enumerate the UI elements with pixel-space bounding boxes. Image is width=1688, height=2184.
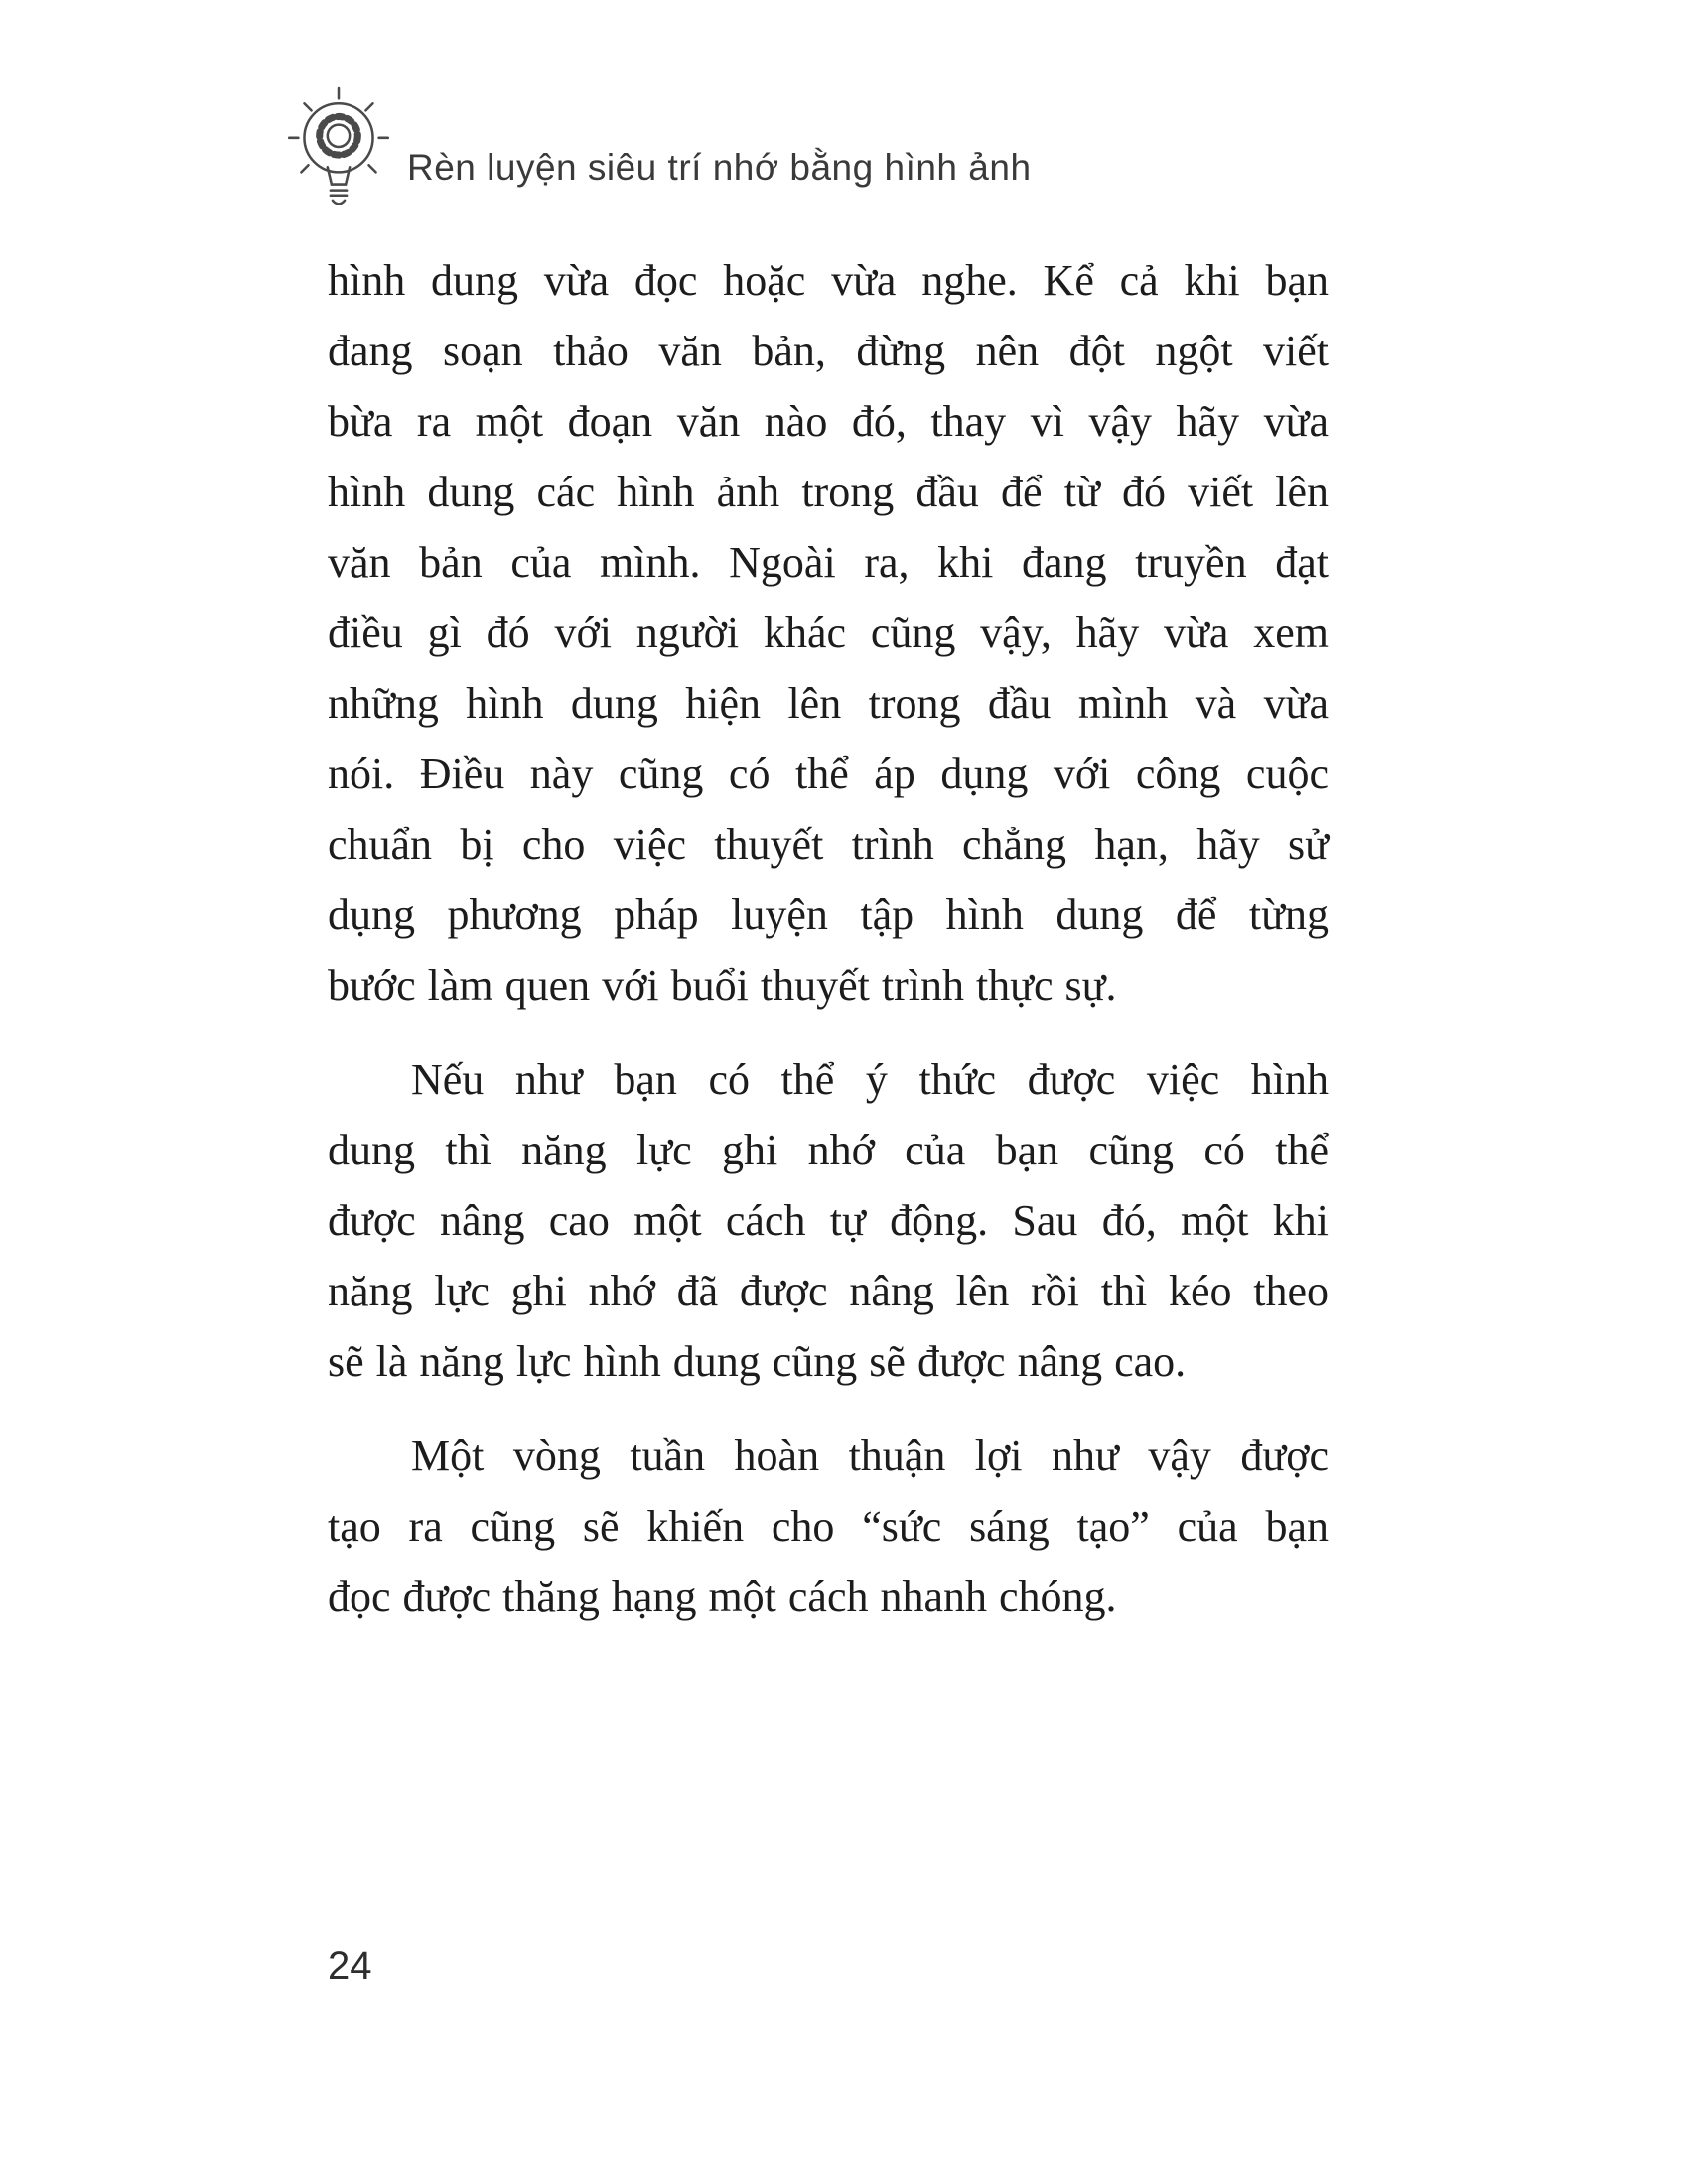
lightbulb-gear-icon [286, 85, 391, 212]
text-line: được nâng cao một cách tự động. Sau đó, một khi [328, 1196, 1329, 1245]
text-line: đọc được thăng hạng một cách nhanh chóng. [328, 1572, 1117, 1621]
text-line: dụng phương pháp luyện tập hình dung để từng [328, 890, 1329, 939]
text-line: những hình dung hiện lên trong đầu mình và vừa [328, 679, 1329, 728]
text-line: tạo ra cũng sẽ khiến cho “sức sáng tạo” của bạn [328, 1502, 1329, 1551]
text-line: dung thì năng lực ghi nhớ của bạn cũng có thể [328, 1126, 1329, 1174]
text-content [328, 245, 1329, 1656]
text-line: đang soạn thảo văn bản, đừng nên đột ngột viết [328, 327, 1329, 375]
text-line: bừa ra một đoạn văn nào đó, thay vì vậy hãy vừa [328, 397, 1329, 446]
text-line: điều gì đó với người khác cũng vậy, hãy vừa xem [328, 609, 1329, 657]
text-line: hình dung các hình ảnh trong đầu để từ đó viết lên [328, 468, 1329, 516]
text-line: Một vòng tuần hoàn thuận lợi như vậy được [411, 1432, 1329, 1480]
text-line: văn bản của mình. Ngoài ra, khi đang truyền đạt [328, 538, 1329, 587]
paragraph [328, 245, 1329, 1021]
text-line: bước làm quen với buổi thuyết trình thực sự. [328, 961, 1117, 1010]
page-header [286, 85, 1032, 212]
paragraph [328, 1044, 1329, 1397]
text-line: Nếu như bạn có thể ý thức được việc hình [411, 1055, 1329, 1104]
paragraph [328, 1421, 1329, 1632]
text-line: hình dung vừa đọc hoặc vừa nghe. Kể cả khi bạn [328, 256, 1329, 305]
running-head-title: Rèn luyện siêu trí nhớ bằng hình ảnh [407, 147, 1032, 188]
page-number: 24 [328, 1944, 372, 1987]
text-line: chuẩn bị cho việc thuyết trình chẳng hạn, hãy sử [328, 820, 1329, 869]
text-line: nói. Điều này cũng có thể áp dụng với công cuộc [328, 750, 1329, 798]
text-line: năng lực ghi nhớ đã được nâng lên rồi thì kéo theo [328, 1267, 1329, 1315]
text-line: sẽ là năng lực hình dung cũng sẽ được nâng cao. [328, 1337, 1187, 1386]
